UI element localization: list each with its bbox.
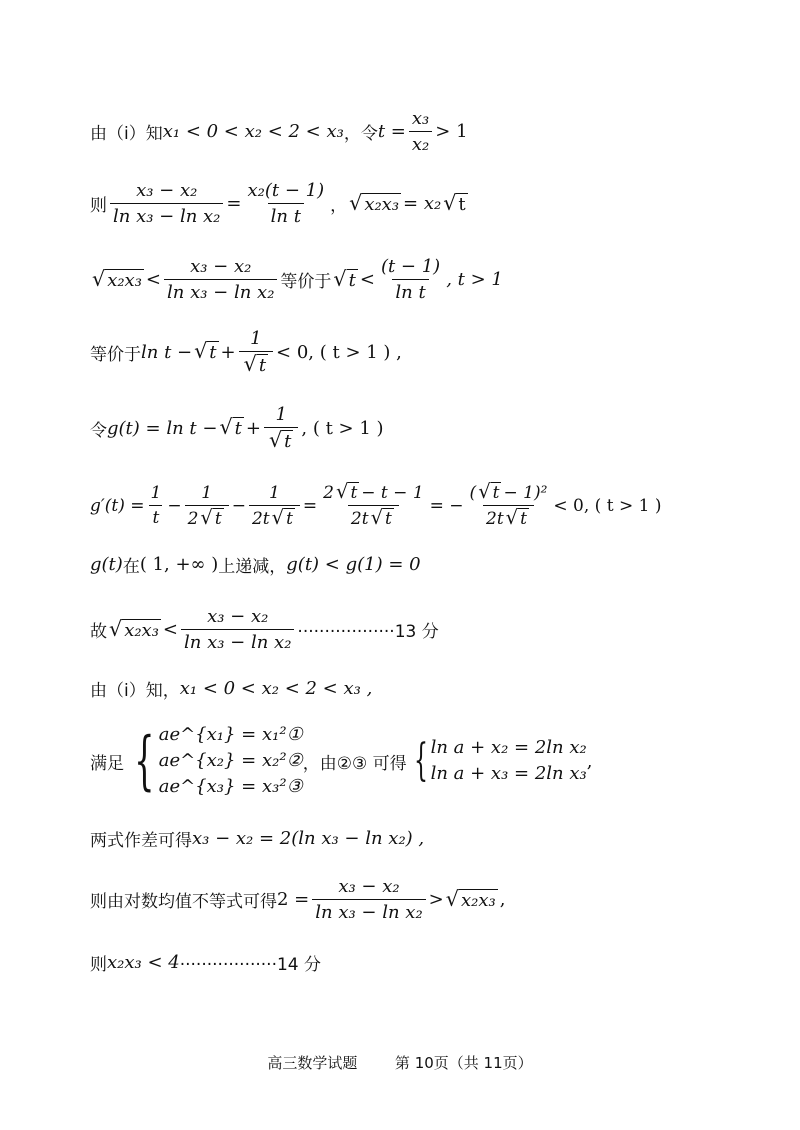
numerator: 1: [150, 483, 162, 503]
text: 则: [90, 955, 107, 975]
fraction: [245, 180, 328, 227]
math: g(t) < g(1) = 0: [286, 554, 421, 575]
numerator: x₃ − x₂: [207, 606, 269, 627]
fraction: [239, 328, 273, 376]
line-7: [90, 552, 421, 577]
text: 由（i）知: [90, 124, 163, 144]
math: x₁ < 0 < x₂ < 2 < x₃: [162, 121, 344, 142]
text: 上递减，: [218, 557, 287, 577]
line-4: [90, 328, 402, 376]
equation-system-2: [407, 735, 587, 787]
numerator: 1: [275, 404, 287, 425]
fraction: [249, 483, 300, 529]
text: 则: [90, 196, 107, 216]
math: <: [145, 269, 162, 290]
text: ，令: [343, 124, 378, 144]
math: ,: [586, 750, 593, 772]
sqrt: √ t: [333, 266, 356, 291]
line-3: [90, 256, 503, 303]
num-pre: 2: [323, 483, 334, 503]
numerator: ( √ t − 1)²: [469, 480, 548, 503]
score-text: ··················14 分: [179, 955, 322, 975]
den-pre: 2t: [350, 509, 369, 529]
numerator: x₃ − x₂: [136, 180, 198, 201]
sqrt-body: x₂x₃: [364, 193, 400, 215]
equation-system-1: [124, 722, 303, 800]
system-rows: [159, 722, 303, 800]
denominator: x₂: [409, 131, 432, 155]
numerator: 1: [250, 328, 262, 349]
math: +: [220, 341, 236, 363]
sqrt-body: x₂x₃: [124, 619, 159, 641]
sqrt-body: x₂x₃: [107, 269, 142, 291]
fraction: [110, 180, 223, 227]
text: ，由②③ 可得: [302, 753, 407, 774]
score-text: ··················13 分: [297, 622, 439, 642]
footer-page: 第 10页（共 11页）: [394, 1054, 533, 1072]
numerator: 1: [201, 482, 213, 503]
system-row: ln a + x₂ = 2ln x₂: [430, 737, 587, 758]
sqrt: √ x₂x₃: [445, 886, 496, 911]
math: g(t): [90, 554, 123, 575]
den-pre: 2t: [251, 508, 270, 529]
math: >: [428, 889, 444, 910]
numerator: x₂(t − 1): [247, 180, 325, 201]
sqrt-body: t: [234, 418, 242, 439]
system-row: ln a + x₃ = 2ln x₃: [430, 763, 587, 784]
line-1: [90, 108, 468, 155]
math: = x₂: [403, 193, 442, 214]
denominator: 2t √ t: [249, 505, 300, 529]
denominator: ln x₃ − ln x₂: [181, 629, 294, 653]
system-row: ae^{x₃} = x₃²③: [158, 776, 303, 797]
denominator: ln t: [392, 279, 428, 303]
numerator: 1: [269, 482, 280, 503]
math: −: [231, 495, 246, 516]
num-post: − t − 1: [361, 483, 424, 503]
fraction: [378, 256, 443, 303]
sqrt-body: t: [385, 509, 392, 529]
line-5: [90, 404, 384, 452]
sqrt: √ x₂x₃: [349, 190, 400, 215]
denominator: ln x₃ − ln x₂: [312, 899, 425, 923]
left-brace: {: [413, 735, 428, 786]
numerator: x₃: [411, 108, 430, 129]
denominator: √ t: [264, 427, 298, 452]
math: <: [359, 269, 375, 290]
sqrt-body: t: [214, 508, 222, 529]
sqrt: √ t: [194, 339, 217, 363]
sqrt-body: t: [492, 483, 500, 503]
denominator: 2 √ t: [185, 505, 229, 529]
sqrt-body: t: [348, 269, 356, 291]
math: , t > 1: [446, 269, 503, 290]
text: ，: [330, 196, 348, 216]
line-12: [90, 876, 505, 923]
denominator: ln x₃ − ln x₂: [110, 203, 223, 227]
fraction: [181, 606, 294, 653]
numerator: x₃ − x₂: [190, 256, 252, 277]
line-13: [90, 950, 321, 975]
fraction: [320, 482, 426, 529]
math: x₁ < 0 < x₂ < 2 < x₃ ,: [179, 678, 373, 699]
sqrt: √ t: [219, 415, 242, 439]
math: =: [226, 193, 242, 214]
math: +: [245, 417, 261, 439]
math: < 0, ( t > 1 ) ,: [276, 341, 402, 363]
system-row: ae^{x₂} = x₂²②: [158, 750, 303, 771]
text: 由（i）知，: [90, 681, 180, 701]
text: 等价于: [90, 344, 141, 365]
sqrt: √ x₂x₃: [109, 616, 159, 641]
sqrt-body: x₂x₃: [460, 889, 496, 911]
denominator: ln x₃ − ln x₂: [164, 279, 277, 303]
math: , ( t > 1 ): [301, 417, 384, 439]
text: 则由对数均值不等式可得: [90, 892, 277, 912]
sqrt: √ x₂x₃: [92, 266, 142, 291]
sqrt-body: t: [258, 355, 267, 376]
denominator: t: [149, 505, 162, 528]
math: x₃ − x₂ = 2(ln x₃ − ln x₂) ,: [192, 828, 425, 849]
math: <: [162, 619, 179, 640]
math: −: [167, 495, 182, 516]
sqrt-body: t: [520, 509, 527, 529]
line-8: [90, 606, 439, 653]
page-footer: [0, 1052, 800, 1073]
math: < 0, ( t > 1 ): [553, 495, 662, 516]
fraction: [312, 876, 425, 923]
line-6: [90, 482, 661, 529]
fraction: [264, 404, 298, 452]
line-9: [90, 676, 372, 701]
fraction: [409, 108, 432, 155]
line-2: [90, 180, 470, 227]
math: ,: [499, 889, 506, 910]
denominator: ln t: [268, 203, 304, 227]
text: 故: [90, 622, 107, 642]
text: 在: [122, 557, 140, 577]
math: g′(t) =: [90, 495, 145, 516]
text: 满足: [90, 753, 124, 774]
numerator: (t − 1): [380, 256, 441, 277]
math: > 1: [435, 121, 468, 142]
fraction: [467, 482, 551, 529]
num-close: − 1)²: [503, 483, 548, 503]
sqrt: √ t: [443, 190, 466, 215]
line-11: [90, 826, 424, 851]
sqrt-body: t: [284, 431, 292, 452]
sqrt-body: t: [458, 193, 466, 215]
text: 等价于: [280, 272, 332, 292]
system-rows: [431, 735, 587, 787]
denominator: 2t √ t: [483, 505, 534, 529]
math: ln t −: [141, 341, 193, 363]
math: t =: [377, 121, 406, 142]
math: =: [302, 495, 318, 516]
denominator: √ t: [239, 351, 273, 376]
num-open: (: [469, 483, 477, 503]
fraction: [148, 483, 165, 528]
math: = −: [429, 495, 464, 516]
numerator: 2 √ t − t − 1: [323, 480, 424, 503]
sqrt-body: t: [209, 342, 217, 363]
text: 令: [90, 420, 107, 441]
math: g(t) = ln t −: [107, 417, 218, 439]
footer-title: 高三数学试题: [267, 1054, 358, 1072]
numerator: x₃ − x₂: [338, 876, 400, 897]
den-pre: 2t: [486, 509, 504, 529]
math: ( 1, +∞ ): [139, 554, 219, 575]
text: 两式作差可得: [90, 831, 192, 851]
left-brace: {: [134, 724, 155, 798]
den-pre: 2: [187, 508, 199, 529]
math: x₂x₃ < 4: [107, 952, 180, 973]
sqrt-body: t: [350, 483, 358, 503]
denominator: 2t √ t: [348, 505, 399, 529]
math: 2 =: [277, 889, 310, 910]
system-row: ae^{x₁} = x₁²①: [158, 724, 303, 745]
line-10: [90, 722, 592, 800]
fraction: [185, 483, 229, 529]
fraction: [164, 256, 277, 303]
sqrt-body: t: [286, 508, 293, 529]
